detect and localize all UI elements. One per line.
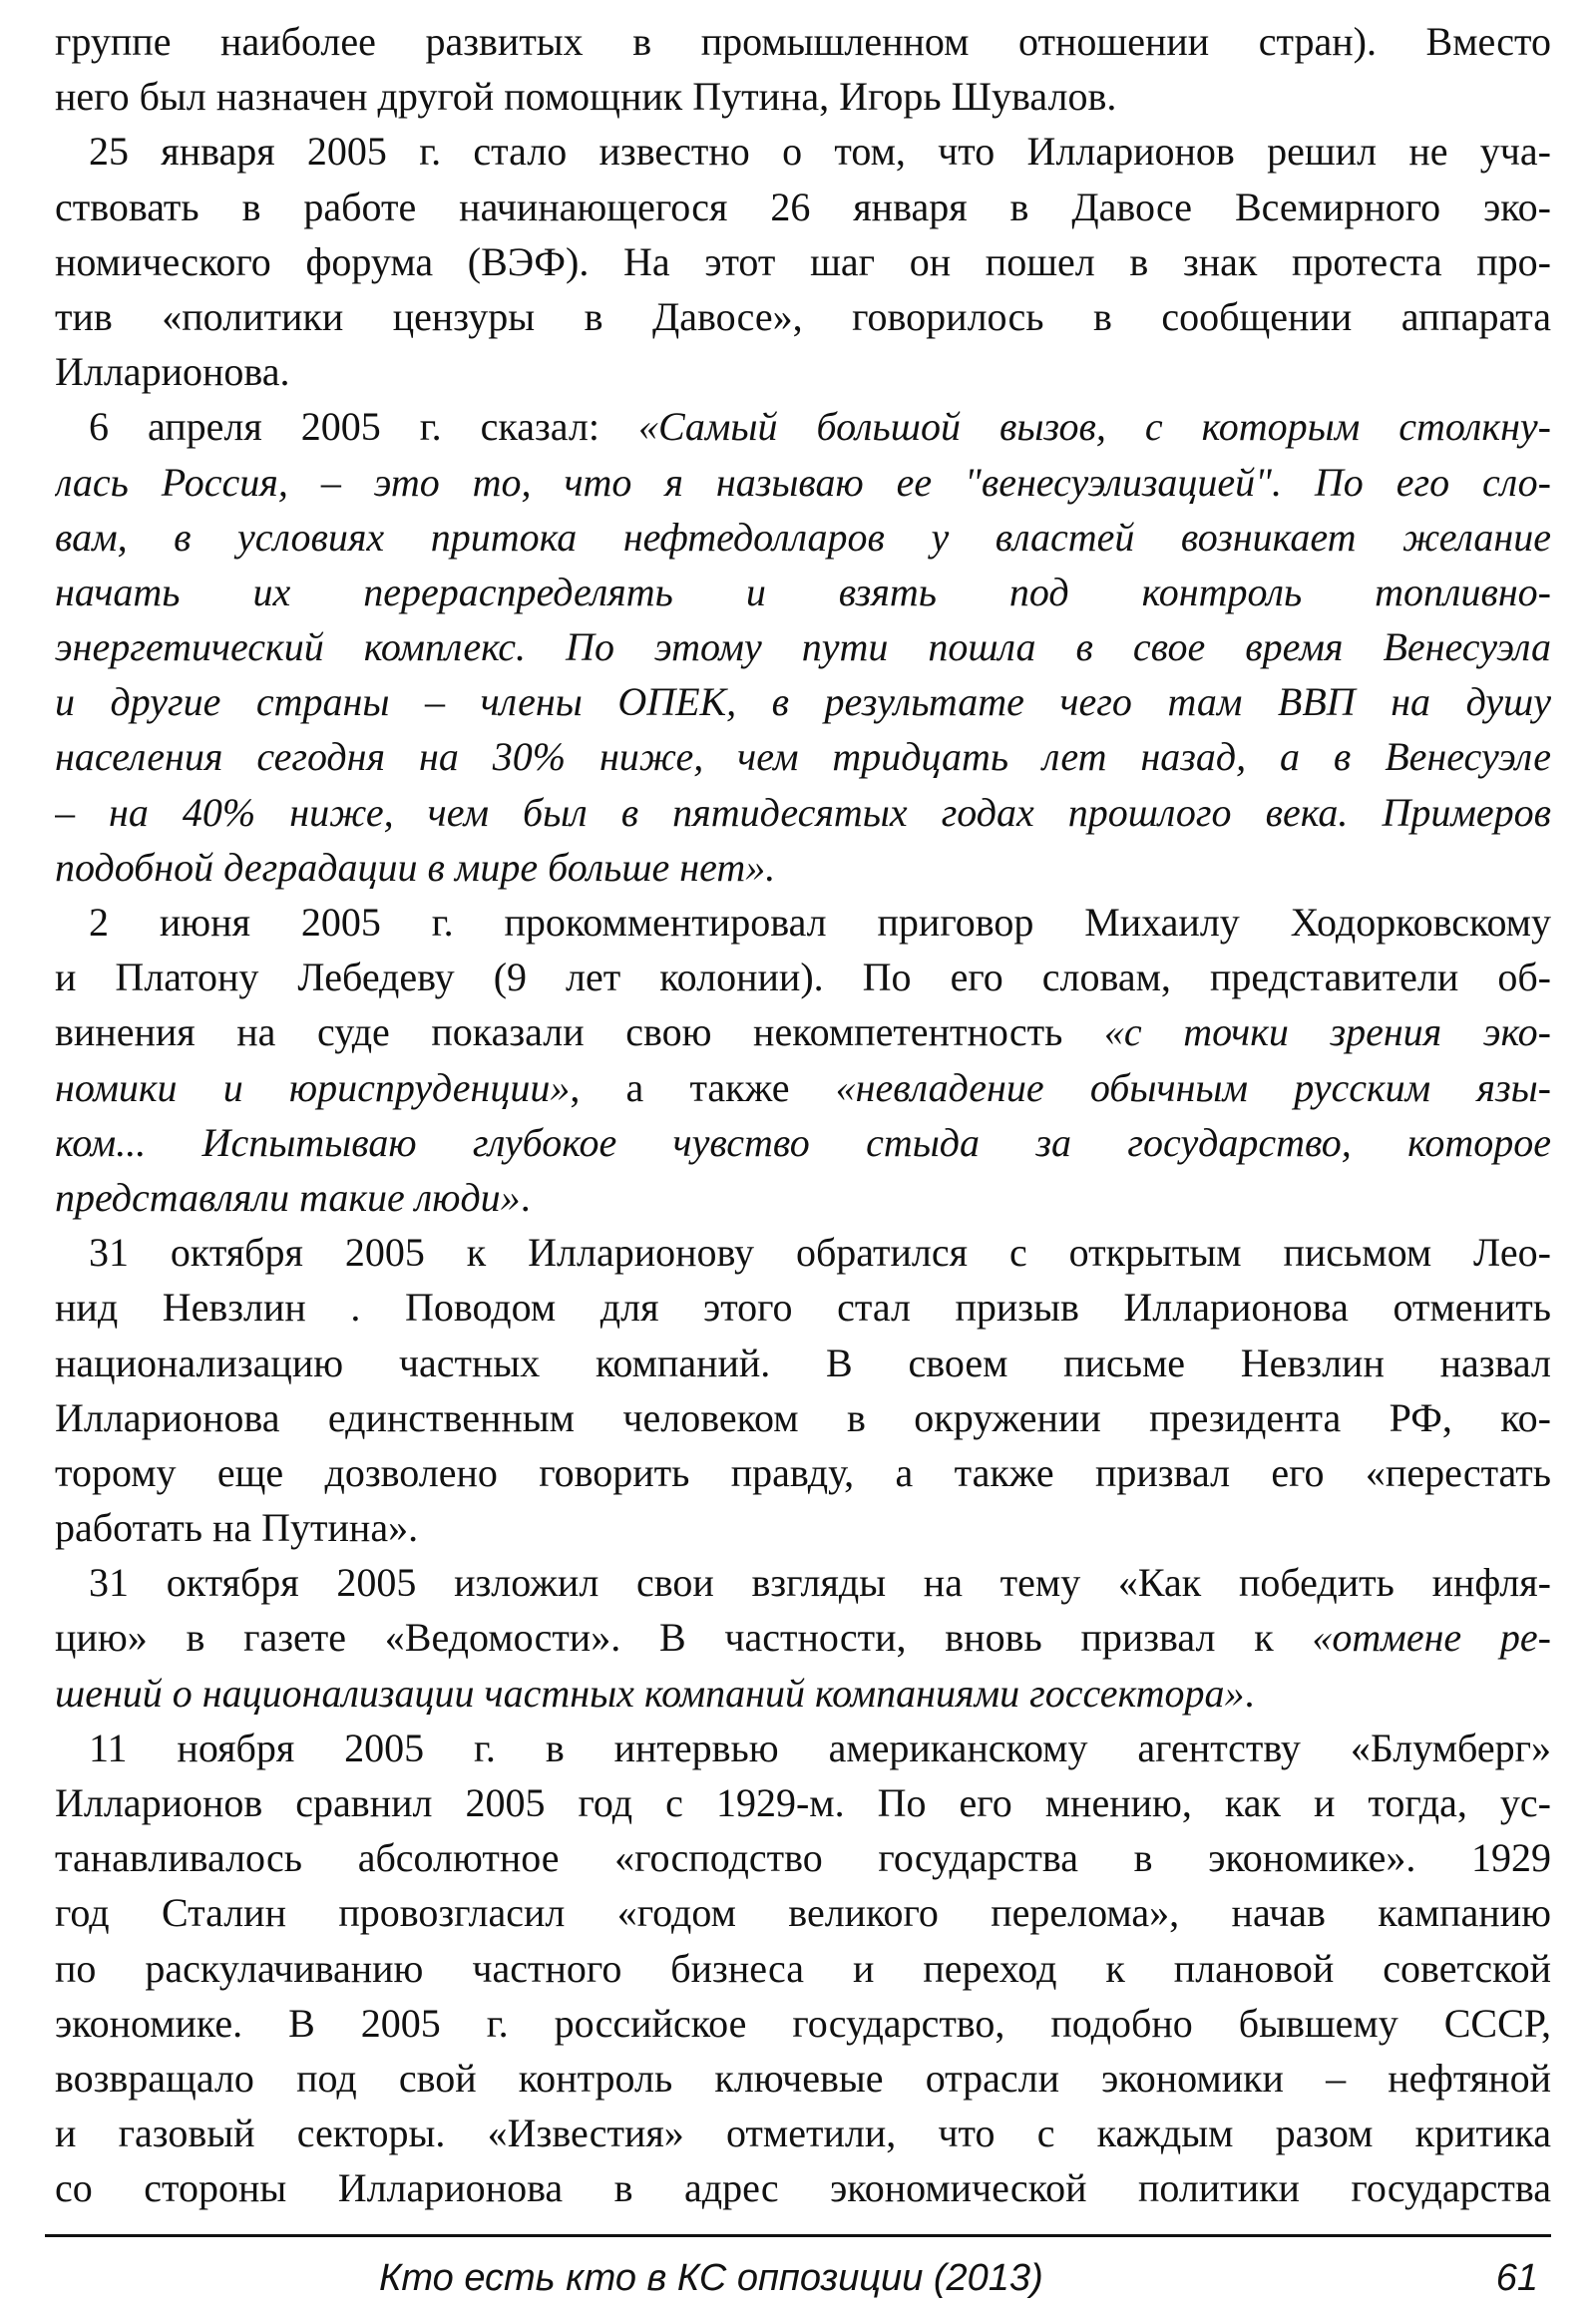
- text-segment: и газовый секторы. «Известия» отметили, что с каждым разом критика: [55, 2111, 1551, 2156]
- text-segment: Илларионова единственным человеком в окружении президента РФ, ко-: [55, 1394, 1551, 1440]
- text-line: [55, 1666, 1551, 1721]
- quote-text: «отмене ре-: [1312, 1615, 1551, 1661]
- text-segment: Илларионов сравнил 2005 год с 1929-м. По его мнению, как и тогда, ус-: [55, 1780, 1551, 1825]
- text-line: [55, 565, 1551, 619]
- text-line: [55, 344, 1551, 399]
- quote-text: «с точки зрения эко-: [1103, 1009, 1551, 1055]
- text-line: [55, 510, 1551, 565]
- text-line: [55, 1996, 1551, 2051]
- text-line: [55, 1941, 1551, 1996]
- text-line: [55, 1610, 1551, 1665]
- text-line: [55, 1775, 1551, 1830]
- text-line: [55, 1280, 1551, 1335]
- text-line: [55, 399, 1551, 454]
- text-segment: 2 июня 2005 г. прокомментировал приговор Михаилу Ходорковскому: [89, 900, 1551, 945]
- text-line: [55, 1115, 1551, 1170]
- text-line: [55, 1555, 1551, 1610]
- text-segment: ствовать в работе начинающегося 26 января в Давосе Всемирного эко-: [55, 184, 1551, 229]
- text-segment: .: [1244, 1670, 1255, 1716]
- text-line: [55, 1004, 1551, 1059]
- text-segment: по раскулачиванию частного бизнеса и переход к плановой советской: [55, 1945, 1551, 1991]
- text-segment: .: [520, 1174, 531, 1220]
- text-line: [55, 1390, 1551, 1445]
- text-line: [55, 1060, 1551, 1115]
- quote-text: лась Россия, – это то, что я называю ее "венесуэлизацией". По его сло-: [55, 459, 1551, 505]
- text-line: [55, 674, 1551, 729]
- text-segment: возвращало под свой контроль ключевые отрасли экономики – нефтяной: [55, 2055, 1551, 2101]
- text-line: [55, 1225, 1551, 1280]
- text-segment: 31 октября 2005 к Илларионову обратился с открытым письмом Лео-: [89, 1230, 1551, 1276]
- text-segment: Илларионова.: [55, 349, 290, 395]
- text-line: [55, 1500, 1551, 1555]
- text-segment: нид Невзлин . Поводом для этого стал призыв Илларионова отменить: [55, 1285, 1551, 1331]
- text-line: [55, 1721, 1551, 1775]
- text-line: [55, 1170, 1551, 1225]
- text-line: [55, 1885, 1551, 1940]
- page-number: 61: [1495, 2257, 1538, 2299]
- text-segment: номического форума (ВЭФ). На этот шаг он пошел в знак протеста про-: [55, 238, 1551, 284]
- footer-title: Кто есть кто в КС оппозиции (2013): [379, 2257, 1043, 2299]
- text-line: [55, 619, 1551, 674]
- text-line: [55, 1336, 1551, 1390]
- quote-text: шений о национализации частных компаний компаниями госсектора»: [55, 1670, 1245, 1716]
- text-segment: и Платону Лебедеву (9 лет колонии). По его словам, представители об-: [55, 955, 1551, 1000]
- quote-text: вам, в условиях притока нефтедолларов у властей возникает желание: [55, 514, 1551, 560]
- text-line: [55, 69, 1551, 124]
- quote-text: подобной деградации в мире больше нет».: [55, 844, 776, 890]
- quote-text: энергетический комплекс. По этому пути пошла в свое время Венесуэла: [55, 624, 1551, 670]
- quote-text: представляли такие люди»: [55, 1174, 521, 1220]
- text-segment: него был назначен другой помощник Путина, Игорь Шувалов.: [55, 74, 1117, 120]
- quote-text: начать их перераспределять и взять под контроль топливно-: [55, 569, 1551, 614]
- text-segment: группе наиболее развитых в промышленном отношении стран). Вместо: [55, 19, 1551, 64]
- text-line: [55, 2106, 1551, 2160]
- text-line: [55, 729, 1551, 784]
- text-segment: 6 апреля 2005 г. сказал:: [89, 404, 638, 450]
- text-segment: со стороны Илларионова в адрес экономической политики государства: [55, 2165, 1551, 2211]
- text-line: [55, 180, 1551, 234]
- text-segment: , а также: [570, 1064, 836, 1110]
- quote-text: населения сегодня на 30% ниже, чем тридцать лет назад, а в Венесуэле: [55, 734, 1551, 780]
- text-segment: торому еще дозволено говорить правду, а также призвал его «перестать: [55, 1449, 1551, 1495]
- text-line: [55, 234, 1551, 289]
- text-segment: тив «политики цензуры в Давосе», говорилось в сообщении аппарата: [55, 293, 1551, 339]
- quote-text: «Самый большой вызов, с которым столкну-: [637, 404, 1551, 450]
- text-segment: цию» в газете «Ведомости». В частности, вновь призвал к: [55, 1615, 1313, 1661]
- text-segment: работать на Путина».: [55, 1505, 419, 1551]
- quote-text: и другие страны – члены ОПЕК, в результате чего там ВВП на душу: [55, 679, 1551, 725]
- text-line: [55, 124, 1551, 179]
- text-line: [55, 895, 1551, 950]
- quote-text: номики и юриспруденции»: [55, 1064, 571, 1110]
- text-line: [55, 950, 1551, 1004]
- text-segment: танавливалось абсолютное «господство государства в экономике». 1929: [55, 1835, 1551, 1881]
- quote-text: ком... Испытываю глубокое чувство стыда за государство, которое: [55, 1119, 1551, 1165]
- text-line: [55, 2160, 1551, 2215]
- text-line: [55, 1830, 1551, 1885]
- text-line: [55, 1445, 1551, 1500]
- text-line: [55, 2051, 1551, 2106]
- text-line: [55, 289, 1551, 344]
- text-segment: год Сталин провозгласил «годом великого перелома», начав кампанию: [55, 1890, 1551, 1936]
- text-segment: национализацию частных компаний. В своем письме Невзлин назвал: [55, 1340, 1551, 1385]
- text-line: [55, 14, 1551, 69]
- body-text: [55, 14, 1551, 2216]
- text-segment: 11 ноября 2005 г. в интервью американскому агентству «Блумберг»: [89, 1725, 1551, 1770]
- text-segment: 31 октября 2005 изложил свои взгляды на тему «Как победить инфля-: [89, 1560, 1551, 1606]
- text-line: [55, 840, 1551, 895]
- quote-text: – на 40% ниже, чем был в пятидесятых годах прошлого века. Примеров: [55, 789, 1551, 835]
- text-line: [55, 785, 1551, 840]
- text-line: [55, 455, 1551, 510]
- text-segment: экономике. В 2005 г. российское государство, подобно бывшему СССР,: [55, 2000, 1551, 2046]
- text-segment: 25 января 2005 г. стало известно о том, что Илларионов решил не уча-: [89, 129, 1551, 175]
- text-segment: винения на суде показали свою некомпетентность: [55, 1009, 1104, 1055]
- footer-divider: [45, 2234, 1551, 2237]
- quote-text: «невладение обычным русским язы-: [835, 1064, 1551, 1110]
